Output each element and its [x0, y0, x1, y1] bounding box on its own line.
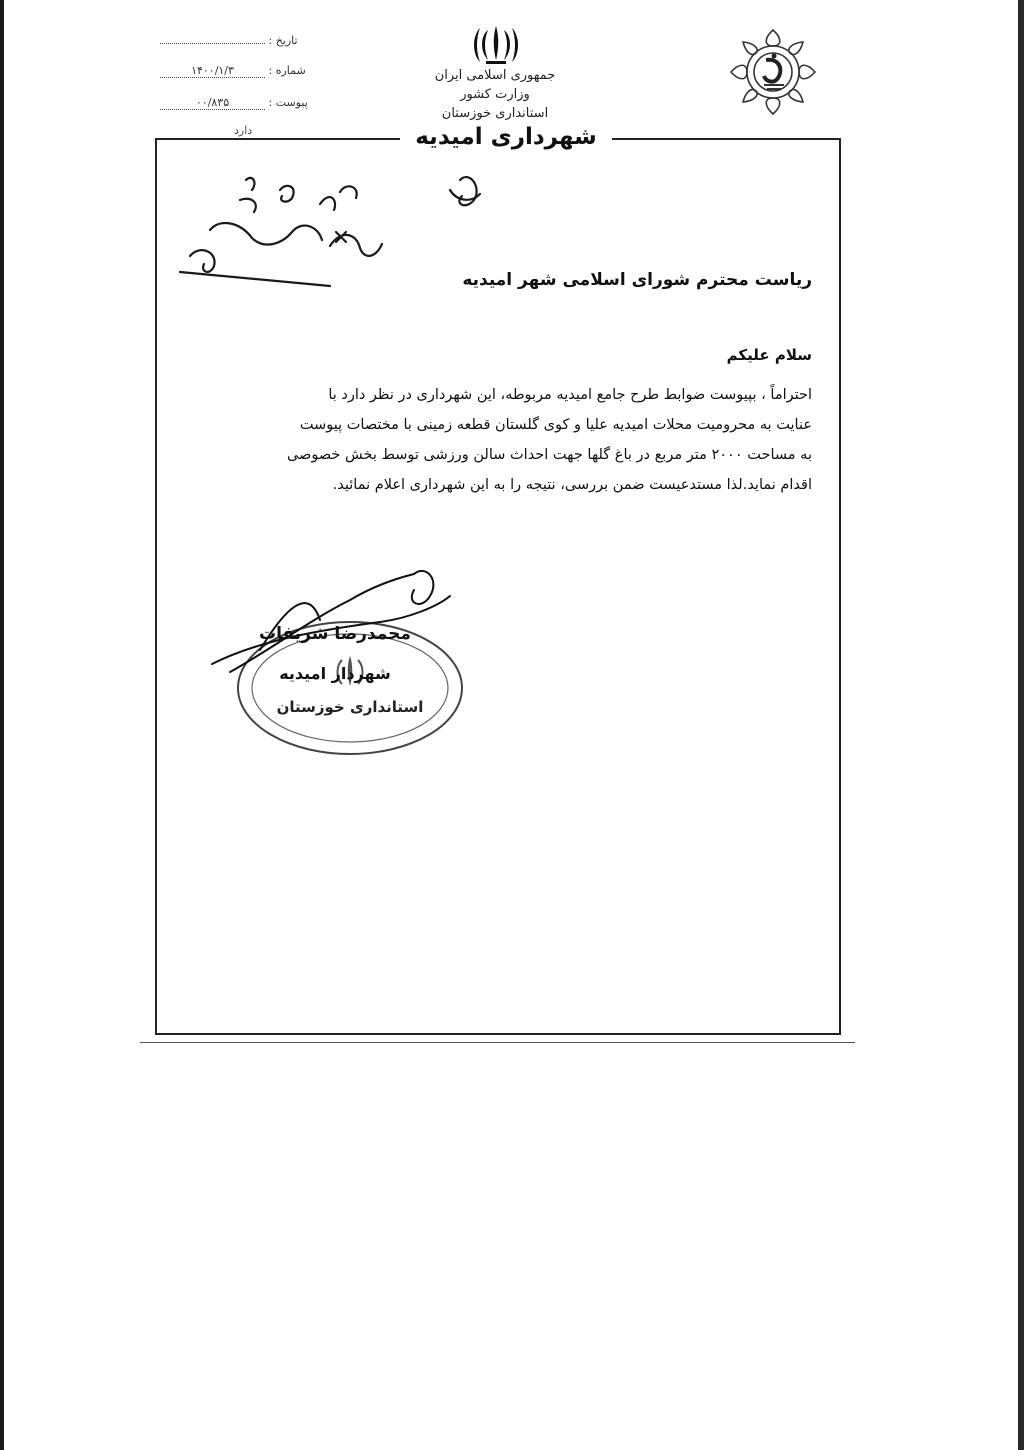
number-value: ۱۴۰۰/۱/۳	[160, 64, 265, 78]
number-label: شماره :	[268, 64, 306, 77]
body-line-3: به مساحت ۲۰۰۰ متر مربع در باغ گلها جهت احداث سالن ورزشی توسط بخش خصوصی	[286, 447, 812, 463]
body-line-2: عنایت به محرومیت محلات امیدیه علیا و کوی گلستان قطعه زمینی با مختصات پیوست	[299, 417, 812, 433]
official-stamp-and-signature	[200, 560, 470, 760]
header-line-governorate: استانداری خوزستان	[441, 106, 549, 121]
iran-emblem-icon	[470, 22, 522, 66]
scan-edge-left	[0, 0, 4, 1450]
greeting-line: سلام علیکم	[726, 346, 812, 364]
attachment-field	[160, 96, 308, 110]
attachment-label: پیوست :	[268, 96, 308, 109]
bottom-rule	[140, 1042, 855, 1043]
has-attachment: دارد	[234, 124, 253, 137]
date-label: تاریخ :	[268, 34, 298, 47]
municipality-title: شهرداری امیدیه	[415, 124, 597, 150]
body-line-4: اقدام نماید.لذا مستدعیست ضمن بررسی، نتیجه را به این شهرداری اعلام نمائید.	[332, 477, 812, 493]
attachment-value: ۰۰/۸۳۵	[160, 96, 265, 110]
number-field	[160, 64, 306, 78]
body-line-1: احتراماً ، بپیوست ضوابط طرح جامع امیدیه مربوطه، این شهرداری در نظر دارد با	[328, 387, 812, 403]
header-block	[400, 66, 590, 123]
header-line-republic: جمهوری اسلامی ایران	[434, 68, 556, 83]
signer-name: محمدرضا شریفات	[259, 624, 411, 644]
recipient-line: ریاست محترم شورای اسلامی شهر امیدیه	[462, 270, 812, 290]
date-field	[160, 34, 298, 47]
municipality-logo-icon	[712, 22, 834, 122]
date-value	[160, 43, 265, 44]
letter-body	[180, 380, 812, 500]
stamp-governorate: استانداری خوزستان	[276, 698, 424, 716]
header-line-ministry: وزارت کشور	[460, 87, 530, 102]
scan-edge-right	[1018, 0, 1024, 1450]
signer-title: شهردار امیدیه	[279, 664, 391, 683]
